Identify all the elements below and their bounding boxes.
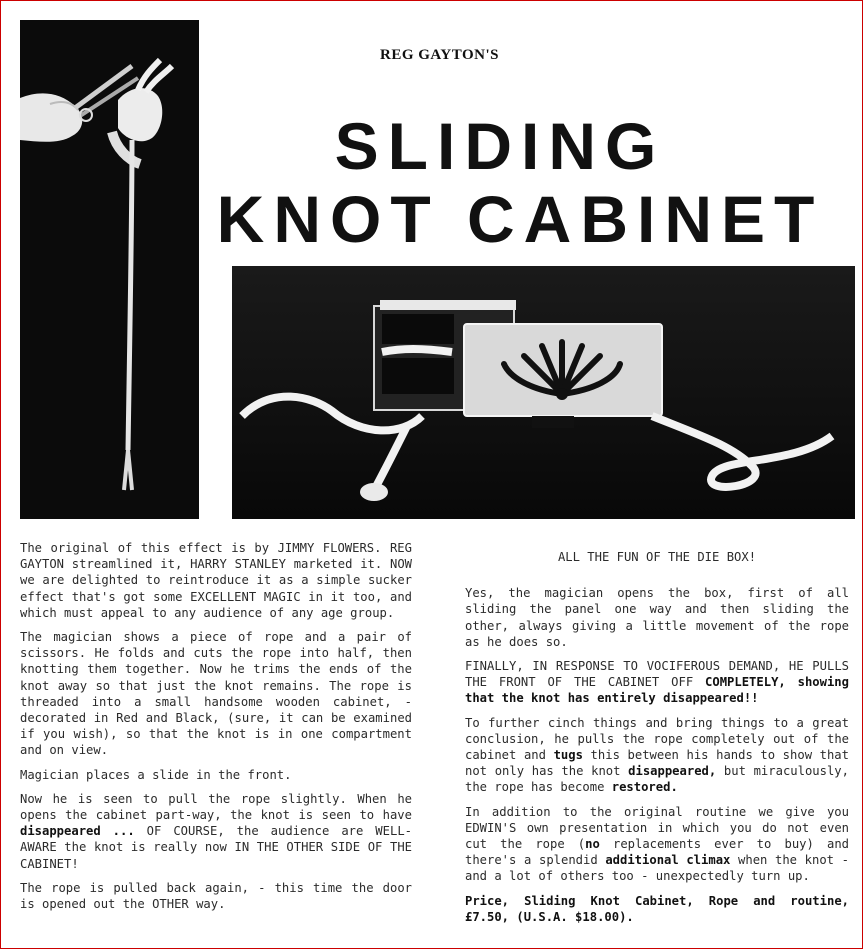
routine-paragraph: The magician shows a piece of rope and a pair of scissors. He folds and cuts the rope into half, then knotting them together. Now he trims the ends of the knot away so that just the knot remains. The rope is threaded into a small handsome wooden cabinet, - decorated in Red and Black, (sure, it can be examined if you wish), so that the knot is in one compartment and on view. bbox=[20, 630, 412, 758]
edwin-text-no: no bbox=[585, 837, 600, 852]
left-text-column bbox=[20, 540, 412, 920]
finally-paragraph bbox=[465, 658, 849, 707]
rope-scissors-illustration bbox=[20, 20, 199, 519]
kicker-heading: REG GAYTON'S bbox=[380, 47, 499, 63]
cabinet-illustration bbox=[232, 266, 855, 519]
edwin-paragraph bbox=[465, 804, 849, 885]
price-text: Price, Sliding Knot Cabinet, Rope and routine, £7.50, (U.S.A. $18.00). bbox=[465, 893, 849, 924]
edwin-text-climax: additional climax bbox=[605, 853, 731, 868]
right-text-column bbox=[465, 540, 849, 933]
page-title-line-1: SLIDING bbox=[334, 109, 666, 183]
edwin-text-a: In addition to the original routine we give you EDWIN'S own presentation in which you do not even cut the rope ( bbox=[465, 804, 849, 852]
cinch-text-c: this between his hands to show that not only has the knot bbox=[465, 748, 849, 779]
edwin-text-e: when the knot - and a lot of others too - unexpectedly turn up. bbox=[465, 853, 849, 884]
cinch-text-a: To further cinch things and bring things to a great conclusion, he pulls the rope completely out of the cabinet and bbox=[465, 715, 849, 763]
slide-paragraph: Magician places a slide in the front. bbox=[20, 767, 292, 782]
finally-text-bold: COMPLETELY, showing that the knot has entirely disappeared!! bbox=[465, 675, 849, 706]
price-paragraph bbox=[465, 893, 849, 925]
edwin-text-c: replacements ever to buy) and there's a splendid bbox=[465, 837, 850, 868]
page-title-line-2: KNOT CABINET bbox=[216, 182, 824, 256]
pull-paragraph bbox=[20, 791, 412, 872]
pull-text-c: OF COURSE, the audience are WELL-AWARE the knot is really now IN THE OTHER SIDE OF THE CABINET! bbox=[20, 824, 412, 871]
pull-text-bold: disappeared ... bbox=[20, 824, 135, 839]
rope-scissors-photo bbox=[20, 20, 199, 519]
open-box-paragraph: Yes, the magician opens the box, first of all sliding the panel one way and then sliding the other, always giving a little movement of the rope as he does so. bbox=[465, 586, 849, 649]
cinch-paragraph bbox=[465, 715, 849, 796]
cinch-text-disappeared: disappeared, bbox=[628, 764, 717, 779]
intro-paragraph: The original of this effect is by JIMMY FLOWERS. REG GAYTON streamlined it, HARRY STANLEY marketed it. NOW we are delighted to reintroduce it as a simple sucker effect that's got some EXCELLENT MAGIC in it too, and which must appeal to any audience of any age group. bbox=[20, 541, 412, 620]
cinch-text-tugs: tugs bbox=[553, 748, 583, 763]
pulled-back-paragraph: The rope is pulled back again, - this time the door is opened out the OTHER way. bbox=[20, 880, 412, 912]
cinch-text-e: but miraculously, the rope has become bbox=[465, 764, 849, 795]
cabinet-photo bbox=[232, 266, 855, 519]
cinch-text-restored: restored. bbox=[611, 780, 678, 795]
finally-text-a: FINALLY, IN RESPONSE TO VOCIFEROUS DEMAND, HE PULLS THE FRONT OF THE CABINET OFF bbox=[465, 659, 849, 690]
pull-text-a: Now he is seen to pull the rope slightly. When he opens the cabinet part-way, the knot is seen to have bbox=[20, 791, 412, 823]
die-box-heading: ALL THE FUN OF THE DIE BOX! bbox=[557, 550, 757, 564]
